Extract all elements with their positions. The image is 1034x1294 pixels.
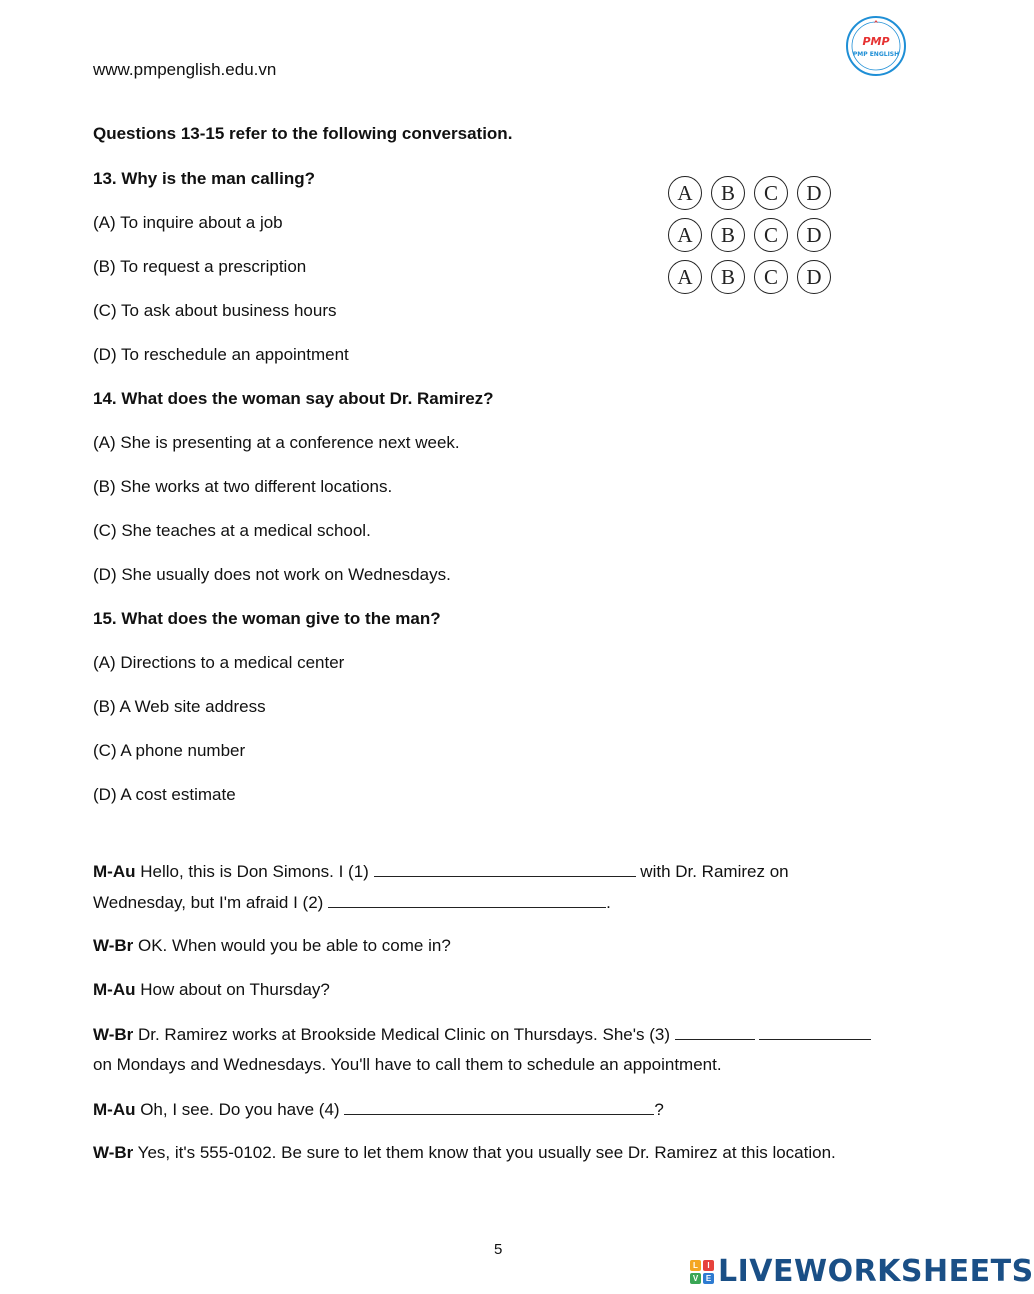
transcript-line-4-cont: on Mondays and Wednesdays. You'll have to call them to schedule an appointment.	[93, 1055, 722, 1074]
transcript-line-1-cont	[93, 892, 611, 913]
liveworksheets-squares-icon	[690, 1260, 714, 1284]
transcript-text: with Dr. Ramirez on	[635, 862, 789, 881]
blank-3b-input[interactable]	[759, 1024, 871, 1040]
transcript-text: Oh, I see. Do you have (4)	[135, 1100, 345, 1119]
question-13-option-a: (A) To inquire about a job	[93, 213, 283, 232]
answer-13-a-bubble[interactable]: A	[668, 176, 702, 210]
answer-14-a-bubble[interactable]: A	[668, 218, 702, 252]
question-13-option-d: (D) To reschedule an appointment	[93, 345, 349, 364]
liveworksheets-brand: LIVEWORKSHEETS	[718, 1254, 1034, 1289]
transcript-text: Yes, it's 555-0102. Be sure to let them know that you usually see Dr. Ramirez at this location.	[133, 1143, 836, 1162]
question-15-option-d: (D) A cost estimate	[93, 785, 236, 804]
square-v: V	[690, 1273, 701, 1284]
answer-15-a-bubble[interactable]: A	[668, 260, 702, 294]
blank-4-input[interactable]	[344, 1099, 654, 1115]
answer-13-c-bubble[interactable]: C	[754, 176, 788, 210]
transcript-line-1	[93, 861, 789, 882]
speaker-label: M-Au	[93, 1100, 136, 1119]
answer-bubble-grid	[668, 176, 840, 302]
answer-15-b-bubble[interactable]: B	[711, 260, 745, 294]
question-15-stem: 15. What does the woman give to the man?	[93, 609, 441, 628]
answer-row-14	[668, 218, 840, 260]
question-14-stem: 14. What does the woman say about Dr. Ramirez?	[93, 389, 494, 408]
answer-15-c-bubble[interactable]: C	[754, 260, 788, 294]
question-13-option-c: (C) To ask about business hours	[93, 301, 337, 320]
question-14-option-a: (A) She is presenting at a conference next week.	[93, 433, 460, 452]
speaker-label: W-Br	[93, 936, 134, 955]
question-14-option-c: (C) She teaches at a medical school.	[93, 521, 371, 540]
section-title: Questions 13-15 refer to the following conversation.	[93, 124, 513, 143]
pmp-english-logo	[845, 15, 907, 77]
transcript-text: OK. When would you be able to come in?	[133, 936, 451, 955]
blank-2-input[interactable]	[328, 892, 606, 908]
transcript-line-5	[93, 1099, 664, 1120]
answer-13-b-bubble[interactable]: B	[711, 176, 745, 210]
question-15-option-c: (C) A phone number	[93, 741, 246, 760]
blank-1-input[interactable]	[374, 861, 636, 877]
speaker-label: W-Br	[93, 1025, 134, 1044]
transcript-line-3	[93, 980, 330, 1000]
question-15-option-b: (B) A Web site address	[93, 697, 266, 716]
square-i: I	[703, 1260, 714, 1271]
transcript-line-2	[93, 936, 451, 956]
square-e: E	[703, 1273, 714, 1284]
transcript-text: .	[606, 893, 611, 912]
answer-14-c-bubble[interactable]: C	[754, 218, 788, 252]
transcript-line-4	[93, 1024, 871, 1045]
blank-3a-input[interactable]	[675, 1024, 755, 1040]
answer-14-b-bubble[interactable]: B	[711, 218, 745, 252]
transcript-line-6	[93, 1143, 836, 1163]
logo-text: PMP ENGLISH	[852, 51, 900, 58]
transcript-text: Hello, this is Don Simons. I (1)	[135, 862, 374, 881]
speaker-label: M-Au	[93, 862, 136, 881]
header-url: www.pmpenglish.edu.vn	[93, 60, 277, 79]
transcript-text: Wednesday, but I'm afraid I (2)	[93, 893, 329, 912]
transcript-text: How about on Thursday?	[135, 980, 330, 999]
answer-row-13	[668, 176, 840, 218]
question-13-option-b: (B) To request a prescription	[93, 257, 307, 276]
logo-mark: PMP	[862, 35, 890, 48]
answer-14-d-bubble[interactable]: D	[797, 218, 831, 252]
answer-13-d-bubble[interactable]: D	[797, 176, 831, 210]
question-14-option-d: (D) She usually does not work on Wednesdays.	[93, 565, 451, 584]
transcript-text: ?	[654, 1100, 664, 1119]
transcript-text: Dr. Ramirez works at Brookside Medical Clinic on Thursdays. She's (3)	[133, 1025, 675, 1044]
question-13-stem: 13. Why is the man calling?	[93, 169, 315, 188]
page-number: 5	[494, 1241, 503, 1258]
square-l: L	[690, 1260, 701, 1271]
speaker-label: M-Au	[93, 980, 136, 999]
question-15-option-a: (A) Directions to a medical center	[93, 653, 345, 672]
question-14-option-b: (B) She works at two different locations.	[93, 477, 393, 496]
liveworksheets-logo	[690, 1254, 1034, 1289]
speaker-label: W-Br	[93, 1143, 134, 1162]
answer-15-d-bubble[interactable]: D	[797, 260, 831, 294]
answer-row-15	[668, 260, 840, 302]
